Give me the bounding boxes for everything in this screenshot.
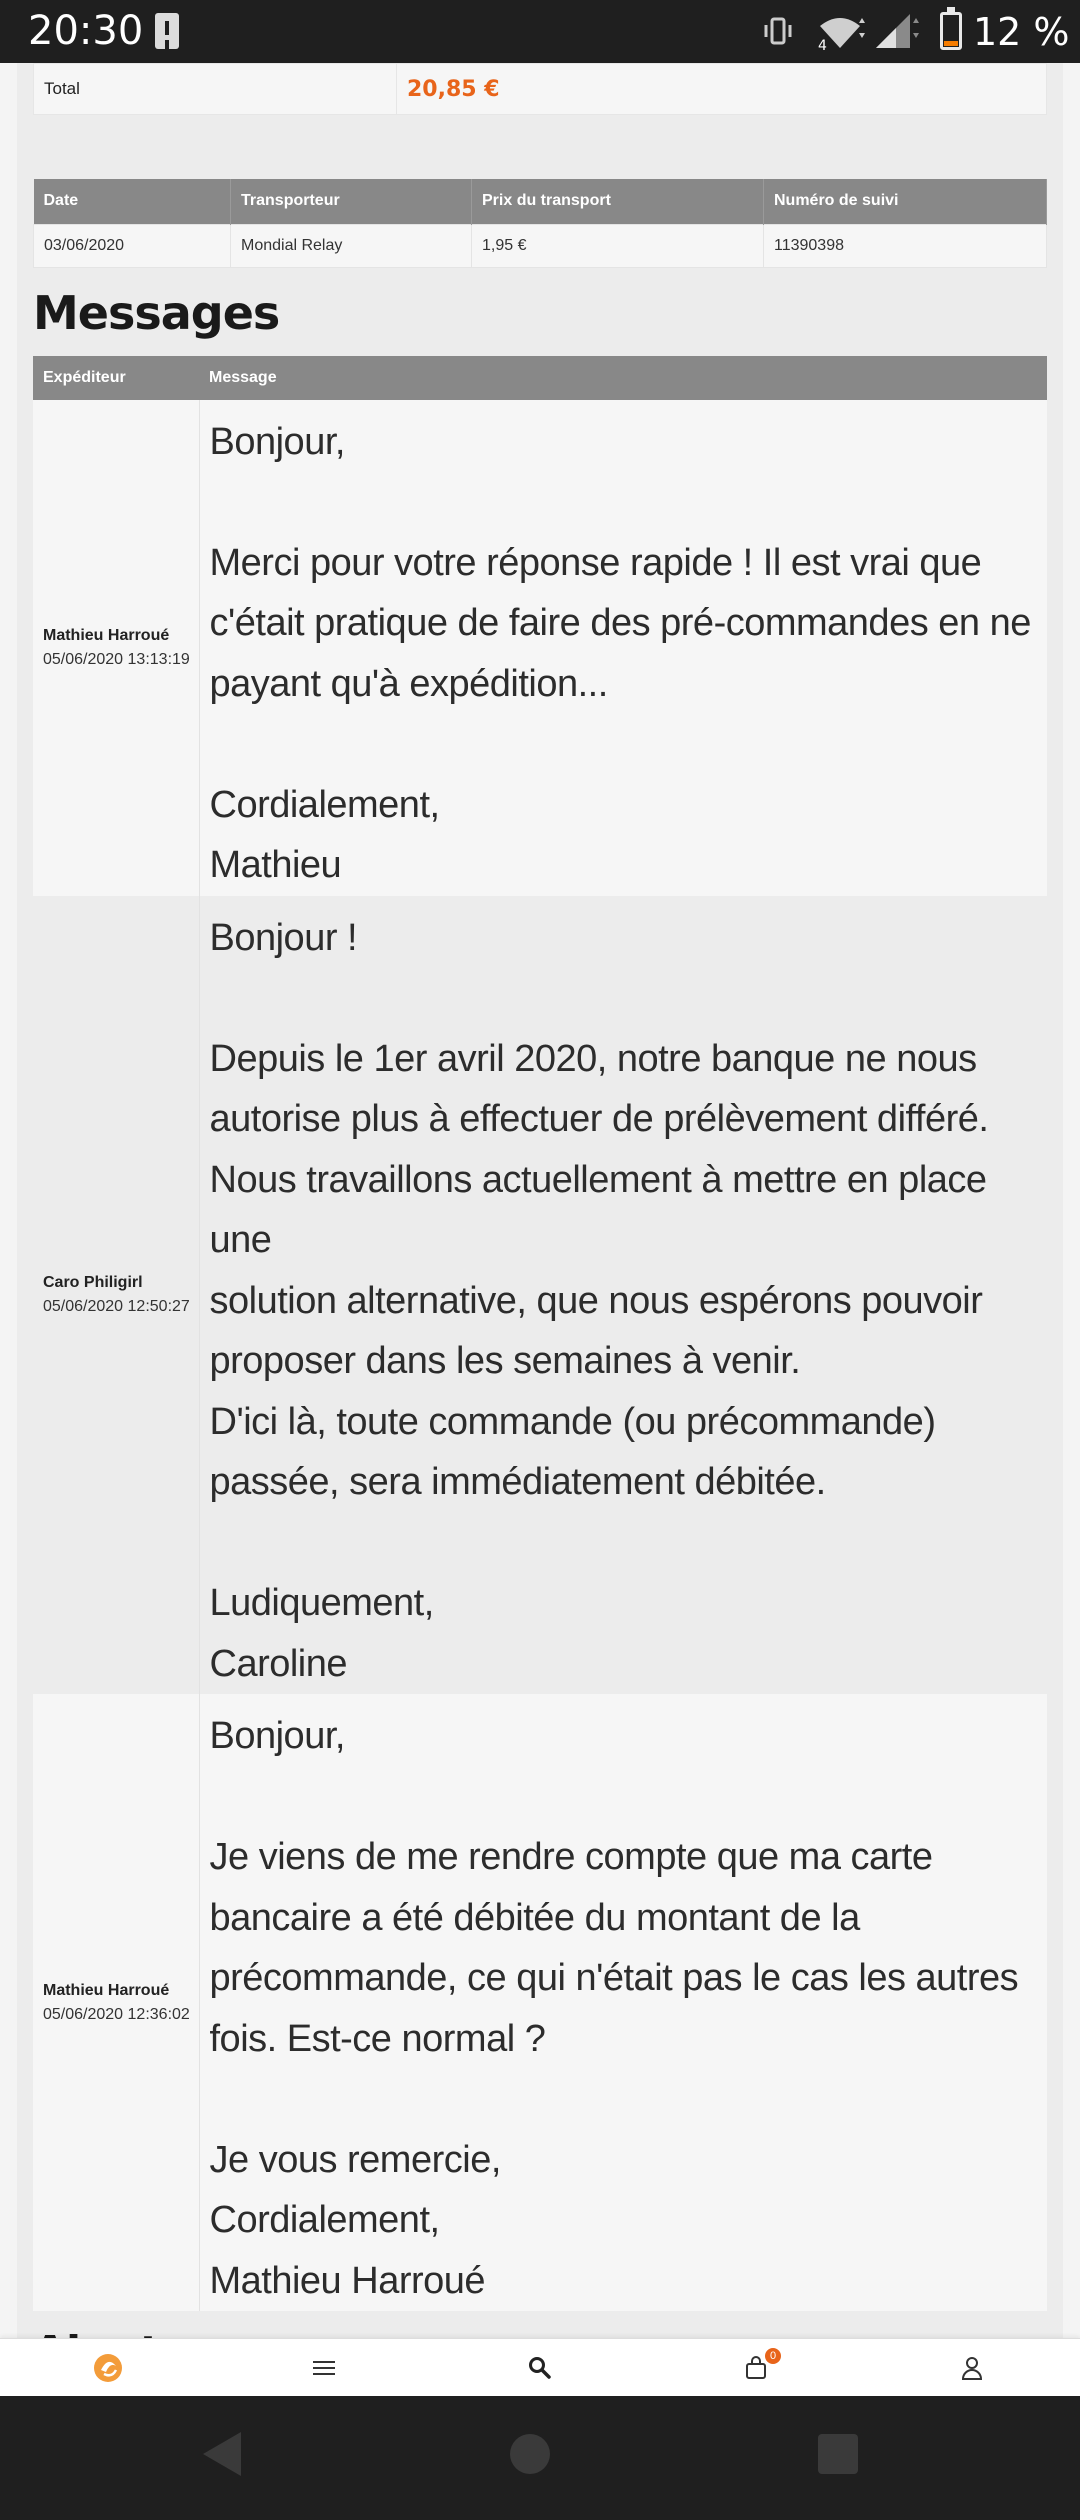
tab-menu[interactable] <box>216 2339 432 2397</box>
message-line: Nous travaillons actuellement à mettre en place une <box>209 1158 987 1261</box>
sender-name: Mathieu Harroué <box>43 1981 170 1999</box>
search-icon <box>528 2356 552 2380</box>
message-line: précommande, ce qui n'était pas le cas les autres <box>209 1957 1019 1999</box>
vibrate-icon <box>763 16 793 46</box>
message-date: 05/06/2020 12:36:02 <box>43 2005 190 2023</box>
status-bar <box>0 0 1080 63</box>
message-line <box>210 472 1036 533</box>
message-body <box>199 896 1047 1695</box>
order-detail-page <box>17 63 1063 2338</box>
account-icon <box>961 2356 983 2380</box>
shipping-date: 03/06/2020 <box>34 224 231 267</box>
alert-icon <box>155 13 179 49</box>
message-line <box>210 1767 1036 1828</box>
shipping-header-row <box>34 179 1047 224</box>
system-nav-bar <box>0 2396 1080 2520</box>
cart-count-badge: 0 <box>765 2348 781 2364</box>
sender-name: Caro Philigirl <box>43 1273 143 1291</box>
message-line: fois. Est-ce normal ? <box>209 2017 546 2060</box>
message-line: bancaire a été débitée du montant de la <box>209 1896 860 1939</box>
messages-header-message: Message <box>199 356 1047 400</box>
message-sender-cell <box>33 1694 199 2311</box>
message-line: Ludiquement, <box>209 1582 434 1624</box>
message-date: 05/06/2020 13:13:19 <box>43 650 190 668</box>
message-line <box>210 714 1036 775</box>
battery-icon <box>940 12 962 50</box>
message-line <box>210 1513 1036 1574</box>
sender-name: Mathieu Harroué <box>43 626 170 644</box>
signal-icon <box>872 14 922 50</box>
message-line: Bonjour, <box>209 420 345 463</box>
message-sender-cell <box>33 400 199 896</box>
message-line: solution alternative, que nous espérons pouvoir <box>209 1279 983 1322</box>
message-line: Caroline <box>209 1642 348 1685</box>
message-line: Mathieu <box>209 844 342 886</box>
messages-list <box>33 400 1047 2312</box>
message-line: c'était pratique de faire des pré-commandes en ne <box>209 602 1031 644</box>
total-row <box>34 64 1047 115</box>
battery-percent: 12 % <box>973 10 1070 54</box>
message-row <box>33 1694 1047 2311</box>
shipping-price: 1,95 € <box>472 224 764 267</box>
total-label: Total <box>34 64 397 115</box>
message-body <box>199 1694 1047 2311</box>
message-line: Bonjour, <box>209 1715 345 1757</box>
message-line: proposer dans les semaines à venir. <box>209 1340 801 1382</box>
wifi-icon <box>818 14 868 54</box>
shipping-table <box>33 179 1047 268</box>
message-line: payant qu'à expédition... <box>209 662 608 705</box>
messages-header-sender: Expéditeur <box>33 356 199 400</box>
tab-search[interactable] <box>432 2339 648 2397</box>
shipping-header-tracking: Numéro de suivi <box>764 179 1047 224</box>
messages-title: Messages <box>33 285 280 340</box>
message-line: Bonjour ! <box>209 916 358 959</box>
message-row <box>33 896 1047 1695</box>
message-date: 05/06/2020 12:50:27 <box>43 1297 190 1315</box>
message-line: Je viens de me rendre compte que ma carte <box>209 1836 933 1878</box>
message-line: autorise plus à effectuer de prélèvement différé. <box>209 1098 989 1140</box>
messages-header-row <box>33 356 1047 400</box>
shipping-header-date: Date <box>34 179 231 224</box>
message-line: D'ici là, toute commande (ou précommande) <box>209 1400 936 1443</box>
back-icon[interactable] <box>203 2432 241 2476</box>
message-body <box>199 400 1047 896</box>
message-line: Merci pour votre réponse rapide ! Il est vrai que <box>209 541 982 584</box>
message-line: Cordialement, <box>209 783 440 826</box>
message-line: passée, sera immédiatement débitée. <box>209 1461 826 1503</box>
network-badge: 4 <box>818 38 827 54</box>
home-icon[interactable] <box>510 2434 550 2474</box>
total-value: 20,85 € <box>397 64 1047 115</box>
order-total-table <box>33 63 1047 115</box>
bottom-tab-bar <box>0 2338 1080 2396</box>
message-line: Cordialement, <box>209 2199 440 2241</box>
tab-account[interactable] <box>864 2339 1080 2397</box>
messages-table <box>33 356 1047 2312</box>
tab-home[interactable] <box>0 2339 216 2397</box>
message-sender-cell <box>33 896 199 1695</box>
menu-icon <box>313 2359 335 2377</box>
logo-icon <box>92 2352 124 2384</box>
message-line: Depuis le 1er avril 2020, notre banque ne nous <box>209 1037 977 1080</box>
recents-icon[interactable] <box>818 2434 858 2474</box>
message-line: Mathieu Harroué <box>209 2259 486 2302</box>
tab-cart[interactable] <box>648 2339 864 2397</box>
shipping-header-price: Prix du transport <box>472 179 764 224</box>
message-line <box>210 968 1036 1029</box>
cart-icon <box>745 2356 767 2380</box>
shipping-row <box>34 224 1047 267</box>
message-line <box>210 2069 1036 2130</box>
shipping-carrier: Mondial Relay <box>231 224 472 267</box>
status-time: 20:30 <box>28 8 144 54</box>
shipping-header-carrier: Transporteur <box>231 179 472 224</box>
tracking-number[interactable]: 11390398 <box>764 224 1047 267</box>
message-line: Je vous remercie, <box>209 2138 501 2181</box>
message-row <box>33 400 1047 896</box>
